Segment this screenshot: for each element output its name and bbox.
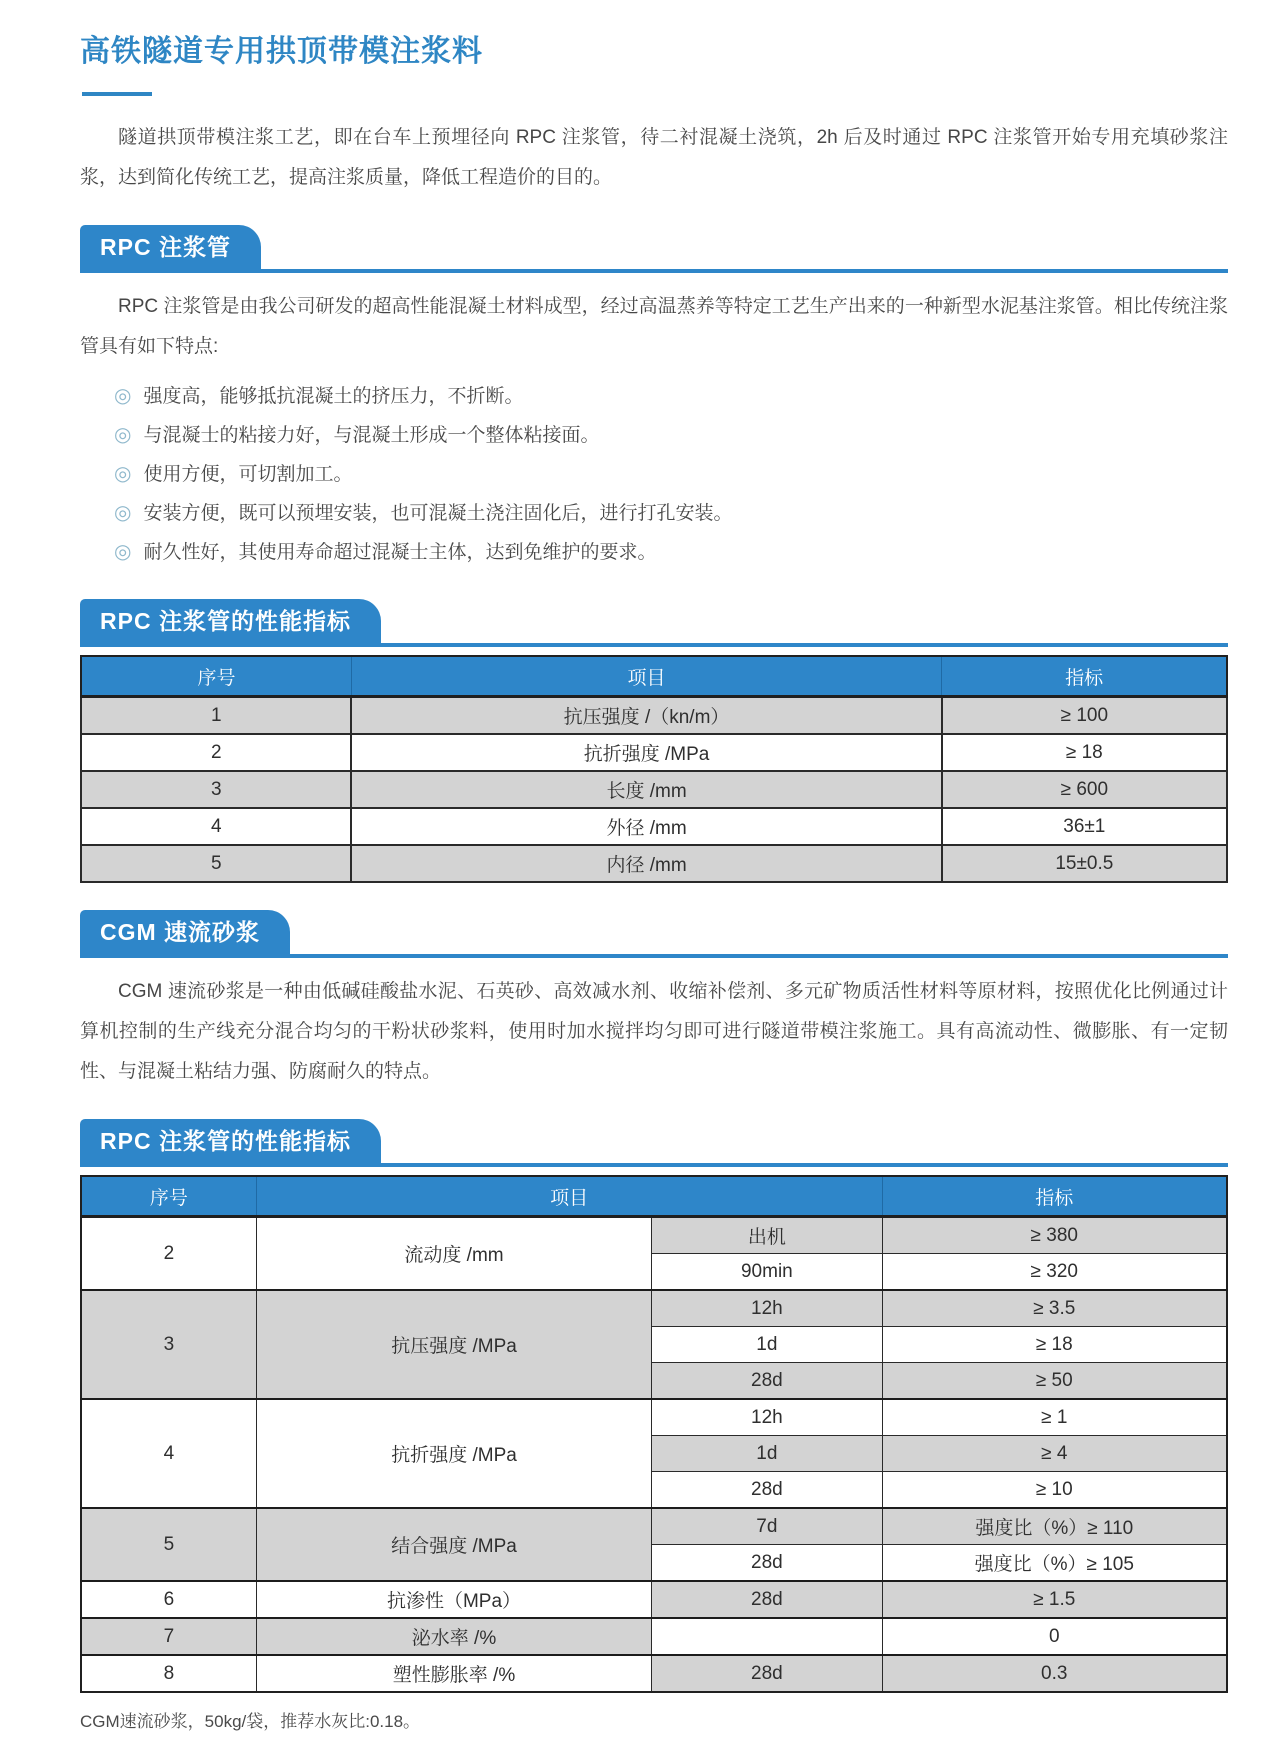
cell-no: 5 bbox=[81, 1508, 256, 1581]
list-item bbox=[114, 533, 1228, 572]
column-header-value: 指标 bbox=[882, 1176, 1227, 1217]
cell-item: 抗折强度 /MPa bbox=[256, 1399, 651, 1508]
double-circle-bullet-icon: ◎ bbox=[114, 385, 132, 407]
cell-no: 2 bbox=[81, 1217, 256, 1291]
section-header-cgm-specs bbox=[80, 1119, 1228, 1167]
table-row bbox=[81, 734, 1227, 771]
footnote: CGM速流砂浆，50kg/袋，推荐水灰比:0.18。 bbox=[80, 1712, 421, 1731]
section-header-cgm bbox=[80, 910, 1228, 958]
table-row bbox=[81, 1655, 1227, 1692]
table-row bbox=[81, 771, 1227, 808]
list-item-text: 与混凝士的粘接力好，与混凝土形成一个整体粘接面。 bbox=[143, 425, 600, 446]
cell-item: 抗渗性（MPa） bbox=[256, 1581, 651, 1618]
cell-condition bbox=[652, 1618, 882, 1655]
cell-value: ≥ 50 bbox=[882, 1363, 1227, 1400]
cell-value: ≥ 320 bbox=[882, 1254, 1227, 1291]
cell-item: 抗折强度 /MPa bbox=[351, 734, 941, 771]
list-item-text: 耐久性好，其使用寿命超过混凝士主体，达到免维护的要求。 bbox=[143, 542, 657, 563]
list-item bbox=[114, 377, 1228, 416]
cell-value: ≥ 600 bbox=[942, 771, 1227, 808]
column-header-value: 指标 bbox=[942, 656, 1227, 697]
list-item bbox=[114, 416, 1228, 455]
table-row bbox=[81, 845, 1227, 882]
intro-paragraph: 隧道拱顶带模注浆工艺，即在台车上预埋径向 RPC 注浆管，待二衬混凝土浇筑，2h 后及时通过 RPC 注浆管开始专用充填砂浆注浆，达到简化传统工艺，提高注浆质量，降低工程造价的目的。 bbox=[80, 127, 1228, 188]
cell-item: 流动度 /mm bbox=[256, 1217, 651, 1291]
cell-value: 0.3 bbox=[882, 1655, 1227, 1692]
cell-item: 抗压强度 /（kn/m） bbox=[351, 697, 941, 735]
cell-item: 塑性膨胀率 /% bbox=[256, 1655, 651, 1692]
cell-condition: 12h bbox=[652, 1290, 882, 1327]
cell-no: 8 bbox=[81, 1655, 256, 1692]
cell-condition: 28d bbox=[652, 1472, 882, 1509]
section-header-rpc bbox=[80, 225, 1228, 273]
list-item-text: 使用方便，可切割加工。 bbox=[143, 464, 353, 485]
column-header-no: 序号 bbox=[81, 1176, 256, 1217]
cgm-spec-table bbox=[80, 1175, 1228, 1693]
cell-condition: 90min bbox=[652, 1254, 882, 1291]
cell-item: 内径 /mm bbox=[351, 845, 941, 882]
cell-no: 4 bbox=[81, 1399, 256, 1508]
list-item bbox=[114, 494, 1228, 533]
double-circle-bullet-icon: ◎ bbox=[114, 541, 132, 563]
table-row bbox=[81, 1618, 1227, 1655]
cell-value: ≥ 100 bbox=[942, 697, 1227, 735]
section-header-rpc-specs bbox=[80, 599, 1228, 647]
cell-no: 2 bbox=[81, 734, 351, 771]
column-header-no: 序号 bbox=[81, 656, 351, 697]
cell-condition: 1d bbox=[652, 1327, 882, 1363]
cell-condition: 1d bbox=[652, 1436, 882, 1472]
table-row bbox=[81, 808, 1227, 845]
cell-condition: 出机 bbox=[652, 1217, 882, 1254]
cell-value: 强度比（%）≥ 110 bbox=[882, 1508, 1227, 1545]
cell-no: 3 bbox=[81, 771, 351, 808]
cell-value: ≥ 10 bbox=[882, 1472, 1227, 1509]
table-row bbox=[81, 1508, 1227, 1545]
cell-value: ≥ 4 bbox=[882, 1436, 1227, 1472]
cell-condition: 28d bbox=[652, 1545, 882, 1582]
cell-item: 泌水率 /% bbox=[256, 1618, 651, 1655]
table-row bbox=[81, 1581, 1227, 1618]
double-circle-bullet-icon: ◎ bbox=[114, 463, 132, 485]
cell-value: 0 bbox=[882, 1618, 1227, 1655]
table-row bbox=[81, 697, 1227, 735]
cell-value: ≥ 380 bbox=[882, 1217, 1227, 1254]
cell-no: 4 bbox=[81, 808, 351, 845]
rpc-feature-list bbox=[80, 377, 1228, 572]
title-underline bbox=[82, 92, 152, 96]
page-title: 高铁隧道专用拱顶带模注浆料 bbox=[80, 35, 483, 68]
cell-value: ≥ 18 bbox=[882, 1327, 1227, 1363]
double-circle-bullet-icon: ◎ bbox=[114, 502, 132, 524]
cgm-paragraph: CGM 速流砂浆是一种由低碱硅酸盐水泥、石英砂、高效减水剂、收缩补偿剂、多元矿物质活性材料等原材料，按照优化比例通过计算机控制的生产线充分混合均匀的干粉状砂浆料，使用时加水搅拌均匀即可进行隧道带模注浆施工。具有高流动性、微膨胀、有一定韧性、与混凝土粘结力强、防腐耐久的特点。 bbox=[80, 981, 1228, 1082]
cell-item: 外径 /mm bbox=[351, 808, 941, 845]
table-header-row bbox=[81, 1176, 1227, 1217]
cell-value: ≥ 1.5 bbox=[882, 1581, 1227, 1618]
cell-no: 6 bbox=[81, 1581, 256, 1618]
cell-condition: 7d bbox=[652, 1508, 882, 1545]
section-tab-rpc-specs: RPC 注浆管的性能指标 bbox=[80, 599, 381, 643]
double-circle-bullet-icon: ◎ bbox=[114, 424, 132, 446]
cell-condition: 12h bbox=[652, 1399, 882, 1436]
rpc-paragraph: RPC 注浆管是由我公司研发的超高性能混凝土材料成型，经过高温蒸养等特定工艺生产出来的一种新型水泥基注浆管。相比传统注浆管具有如下特点: bbox=[80, 296, 1228, 357]
cell-item: 抗压强度 /MPa bbox=[256, 1290, 651, 1399]
section-tab-cgm: CGM 速流砂浆 bbox=[80, 910, 290, 954]
list-item-text: 强度高，能够抵抗混凝土的挤压力，不折断。 bbox=[143, 386, 524, 407]
table-row bbox=[81, 1290, 1227, 1327]
cell-item: 结合强度 /MPa bbox=[256, 1508, 651, 1581]
cell-value: ≥ 3.5 bbox=[882, 1290, 1227, 1327]
table-row bbox=[81, 1399, 1227, 1436]
section-tab-cgm-specs: RPC 注浆管的性能指标 bbox=[80, 1119, 381, 1163]
cell-item: 长度 /mm bbox=[351, 771, 941, 808]
cell-value: 36±1 bbox=[942, 808, 1227, 845]
cell-value: 15±0.5 bbox=[942, 845, 1227, 882]
cell-no: 5 bbox=[81, 845, 351, 882]
cell-value: ≥ 18 bbox=[942, 734, 1227, 771]
section-tab-rpc: RPC 注浆管 bbox=[80, 225, 261, 269]
list-item bbox=[114, 455, 1228, 494]
cell-value: 强度比（%）≥ 105 bbox=[882, 1545, 1227, 1582]
cell-no: 1 bbox=[81, 697, 351, 735]
cell-condition: 28d bbox=[652, 1581, 882, 1618]
cell-condition: 28d bbox=[652, 1655, 882, 1692]
cell-value: ≥ 1 bbox=[882, 1399, 1227, 1436]
cell-condition: 28d bbox=[652, 1363, 882, 1400]
cell-no: 3 bbox=[81, 1290, 256, 1399]
table-header-row bbox=[81, 656, 1227, 697]
list-item-text: 安装方便，既可以预埋安装，也可混凝土浇注固化后，进行打孔安装。 bbox=[143, 503, 733, 524]
cell-no: 7 bbox=[81, 1618, 256, 1655]
column-header-item: 项目 bbox=[256, 1176, 882, 1217]
rpc-spec-table bbox=[80, 655, 1228, 883]
table-row bbox=[81, 1217, 1227, 1254]
column-header-item: 项目 bbox=[351, 656, 941, 697]
